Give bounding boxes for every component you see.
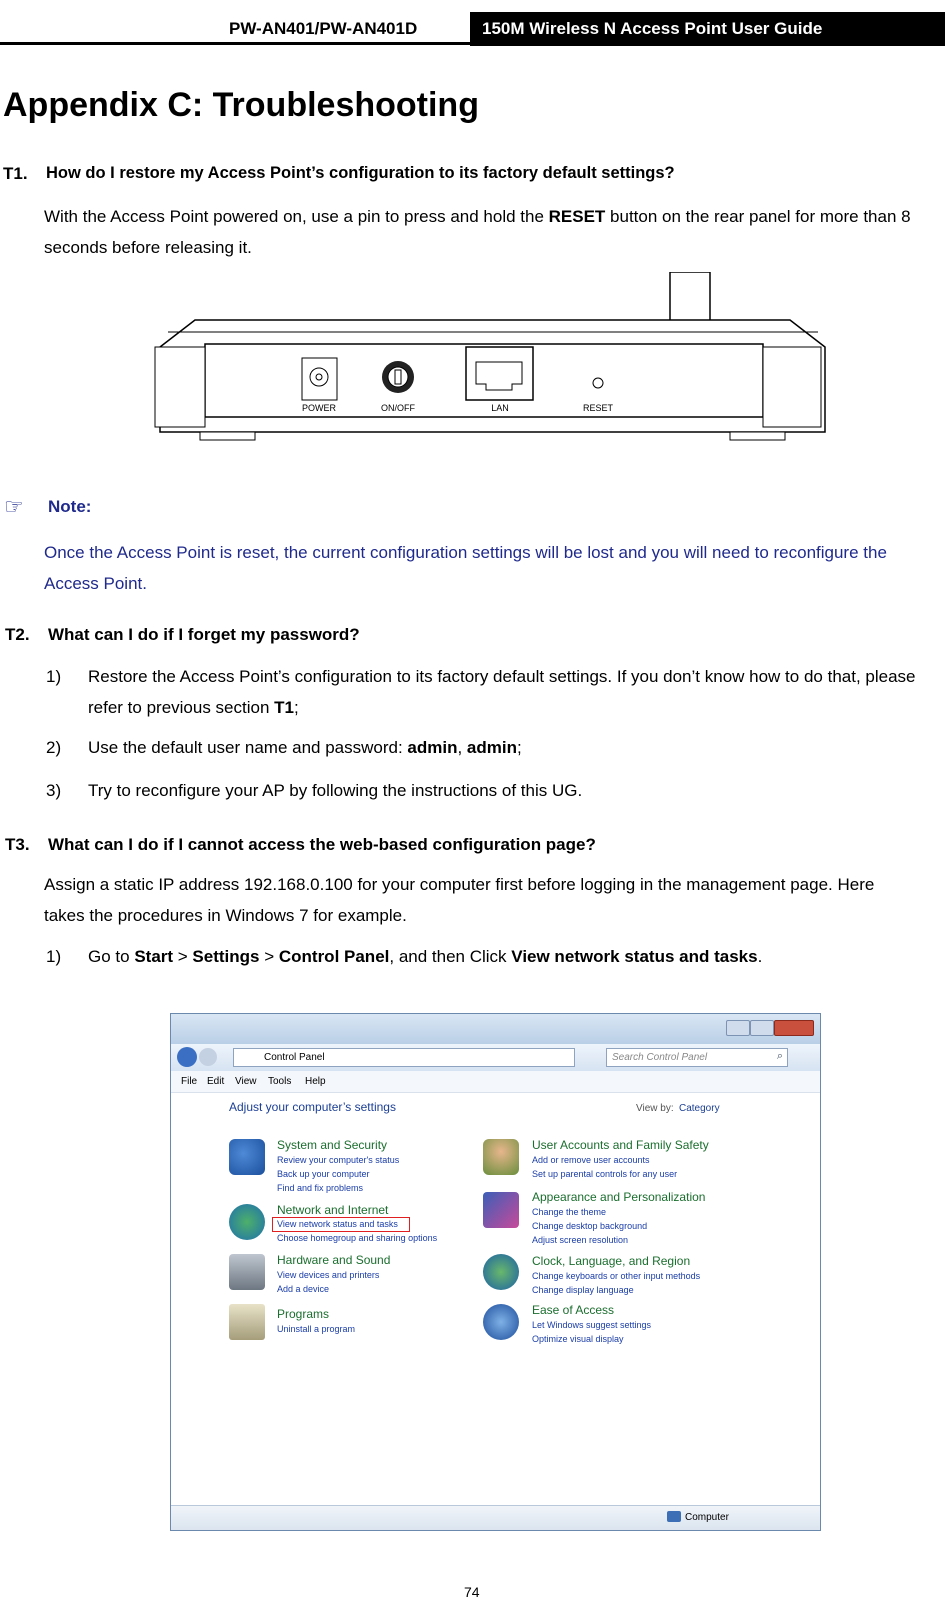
cat-clock-region[interactable]: Clock, Language, and Region xyxy=(532,1254,691,1268)
cat-network-internet[interactable]: Network and Internet xyxy=(277,1203,389,1217)
window-title-bar xyxy=(171,1014,820,1044)
link-add-device[interactable]: Add a device xyxy=(277,1284,330,1294)
t3-question: What can I do if I cannot access the web-based configuration page? xyxy=(48,835,596,854)
hardware-sound-icon xyxy=(229,1254,265,1290)
t3-step1-number: 1) xyxy=(46,947,62,966)
t2-item1-text: Restore the Access Point’s configuration to its factory default settings. If you don’t know how to do that, please refer to previous section T1; xyxy=(88,667,916,717)
t2-item1-number: 1) xyxy=(46,667,62,686)
t2-item2-text: Use the default user name and password: admin, admin; xyxy=(88,738,522,757)
t3-step1-text: Go to Start > Settings > Control Panel, and then Click View network status and tasks. xyxy=(88,947,763,966)
status-bar xyxy=(171,1505,820,1530)
computer-icon xyxy=(667,1511,681,1522)
t2-item3-number: 3) xyxy=(46,781,62,800)
link-backup[interactable]: Back up your computer xyxy=(277,1169,370,1179)
link-keyboards[interactable]: Change keyboards or other input methods xyxy=(532,1271,701,1281)
t2-item2-number: 2) xyxy=(46,738,62,757)
note-text: Once the Access Point is reset, the current configuration settings will be lost and you will need to reconfigure the Access Point. xyxy=(44,543,887,593)
status-computer: Computer xyxy=(685,1512,729,1523)
link-suggest-settings[interactable]: Let Windows suggest settings xyxy=(532,1320,652,1330)
t3-number: T3. xyxy=(5,835,30,854)
maximize-button[interactable] xyxy=(750,1020,774,1036)
cat-ease-of-access[interactable]: Ease of Access xyxy=(532,1303,615,1317)
link-screen-resolution[interactable]: Adjust screen resolution xyxy=(532,1235,629,1245)
user-accounts-icon xyxy=(483,1139,519,1175)
header-rule xyxy=(0,42,470,45)
link-change-theme[interactable]: Change the theme xyxy=(532,1207,607,1217)
t2-number: T2. xyxy=(5,625,30,644)
device-label-power: POWER xyxy=(301,403,337,413)
cat-appearance[interactable]: Appearance and Personalization xyxy=(532,1190,706,1204)
menu-edit[interactable]: Edit xyxy=(207,1076,225,1087)
link-homegroup[interactable]: Choose homegroup and sharing options xyxy=(277,1233,438,1243)
device-label-lan: LAN xyxy=(491,403,509,413)
link-view-network-status[interactable]: View network status and tasks xyxy=(277,1219,398,1229)
network-internet-icon xyxy=(229,1204,265,1240)
menu-help[interactable]: Help xyxy=(305,1076,326,1087)
minimize-button[interactable] xyxy=(726,1020,750,1036)
cat-user-accounts[interactable]: User Accounts and Family Safety xyxy=(532,1138,709,1152)
menu-tools[interactable]: Tools xyxy=(268,1076,292,1087)
t2-question: What can I do if I forget my password? xyxy=(48,625,360,644)
t1-number: T1. xyxy=(3,164,28,183)
t2-item3-text: Try to reconfigure your AP by following the instructions of this UG. xyxy=(88,781,583,800)
cat-programs[interactable]: Programs xyxy=(277,1307,330,1321)
link-devices-printers[interactable]: View devices and printers xyxy=(277,1270,380,1280)
header-guide-title: 150M Wireless N Access Point User Guide xyxy=(482,19,823,38)
cp-heading: Adjust your computer’s settings xyxy=(229,1100,396,1114)
device-label-reset: RESET xyxy=(582,403,614,413)
link-parental-controls[interactable]: Set up parental controls for any user xyxy=(532,1169,678,1179)
viewby-label: View by: xyxy=(636,1103,674,1114)
page-number: 74 xyxy=(464,1584,480,1600)
search-input[interactable]: Search Control Panel ⌕ xyxy=(606,1048,788,1067)
viewby-dropdown[interactable]: Category xyxy=(679,1103,720,1114)
ease-of-access-icon xyxy=(483,1304,519,1340)
control-panel-screenshot xyxy=(170,1013,821,1531)
link-add-remove-users[interactable]: Add or remove user accounts xyxy=(532,1155,650,1165)
page-title: Appendix C: Troubleshooting xyxy=(3,86,479,124)
t3-answer: Assign a static IP address 192.168.0.100 for your computer first before logging in the management page. Here takes the procedures in Windows 7 for example. xyxy=(44,875,875,925)
address-bar xyxy=(171,1044,820,1072)
forward-arrow-icon[interactable] xyxy=(199,1048,217,1066)
t1-question: How do I restore my Access Point’s configuration to its factory default settings? xyxy=(46,164,675,182)
programs-icon xyxy=(229,1304,265,1340)
cat-hardware-sound[interactable]: Hardware and Sound xyxy=(277,1253,391,1267)
menu-bar xyxy=(171,1071,820,1093)
menu-view[interactable]: View xyxy=(235,1076,257,1087)
back-arrow-icon[interactable] xyxy=(177,1047,197,1067)
link-optimize-display[interactable]: Optimize visual display xyxy=(532,1334,624,1344)
appearance-icon xyxy=(483,1192,519,1228)
note-label: Note: xyxy=(48,497,92,516)
device-label-onoff: ON/OFF xyxy=(381,403,415,413)
link-display-language[interactable]: Change display language xyxy=(532,1285,634,1295)
address-field[interactable]: Control Panel xyxy=(233,1048,575,1067)
pointing-hand-icon: ☞ xyxy=(4,494,24,519)
cat-system-security[interactable]: System and Security xyxy=(277,1138,388,1152)
system-security-icon xyxy=(229,1139,265,1175)
link-desktop-background[interactable]: Change desktop background xyxy=(532,1221,648,1231)
link-review-status[interactable]: Review your computer's status xyxy=(277,1155,400,1165)
link-find-fix[interactable]: Find and fix problems xyxy=(277,1183,364,1193)
menu-file[interactable]: File xyxy=(181,1076,198,1087)
header-model: PW-AN401/PW-AN401D xyxy=(229,19,418,38)
link-uninstall[interactable]: Uninstall a program xyxy=(277,1324,356,1334)
t1-answer: With the Access Point powered on, use a pin to press and hold the RESET button on the rear panel for more than 8 seconds before releasing it. xyxy=(44,207,911,257)
close-button[interactable] xyxy=(774,1020,814,1036)
search-icon: ⌕ xyxy=(776,1050,783,1062)
device-rear-panel xyxy=(150,272,850,462)
clock-region-icon xyxy=(483,1254,519,1290)
